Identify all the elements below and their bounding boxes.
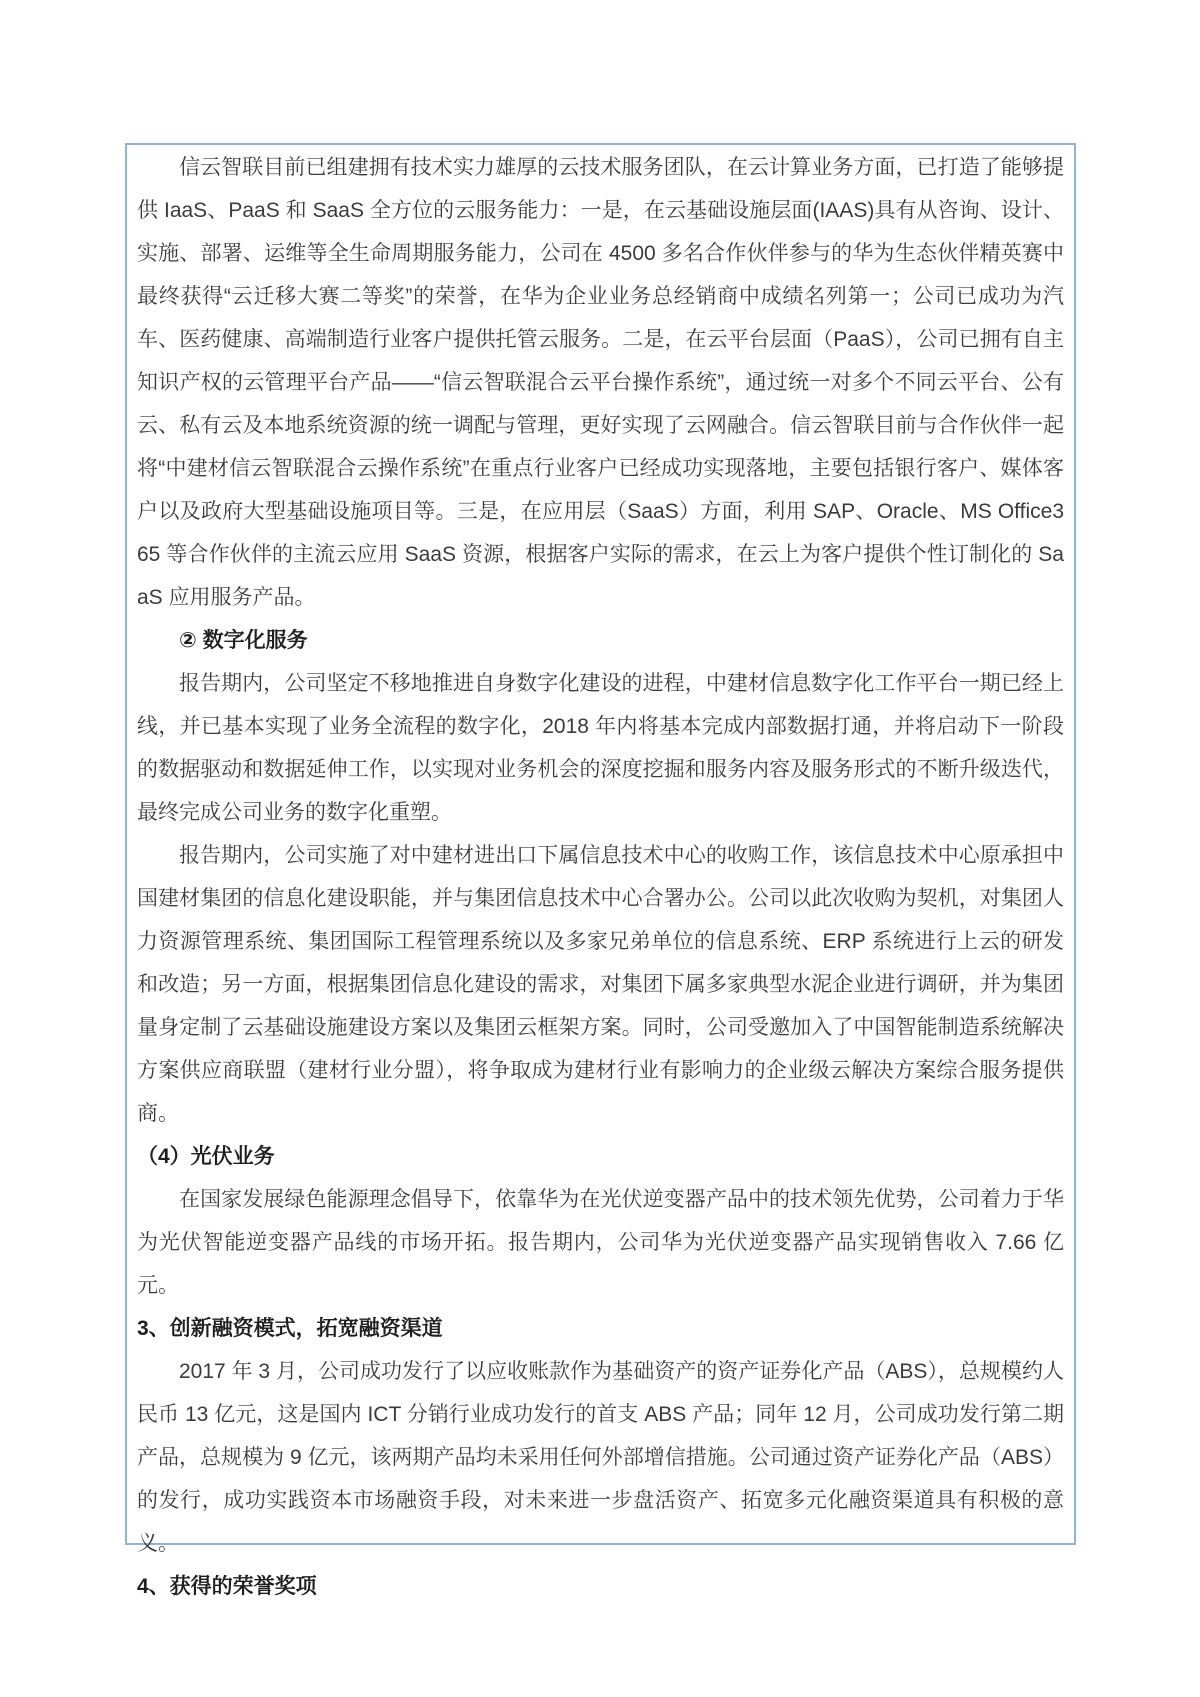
heading-digital-services: ② 数字化服务 [179,629,308,652]
paragraph-digitalization-progress: 报告期内，公司坚定不移地推进自身数字化建设的进程，中建材信息数字化工作平台一期已经上线，并已基本实现了业务全流程的数字化，2018 年内将基本完成内部数据打通，并将启动下一阶段的数据驱动和数据延伸工作，以实现对业务机会的深度挖掘和服务内容及服务形式的不断升级迭代，最终完成公司业务的数字化重塑。 [137,672,1064,824]
paragraph-abs-issuance: 2017 年 3 月，公司成功发行了以应收账款作为基础资产的资产证券化产品（ABS），总规模约人民币 13 亿元，这是国内 ICT 分销行业成功发行的首支 ABS 产品；同年 12 月，公司成功发行第二期产品，总规模为 9 亿元，该两期产品均未采用任何外部增信措施。公司通过资产证券化产品（ABS）的发行，成功实践资本市场融资手段，对未来进一步盘活资产、拓宽多元化融资渠道具有积极的意义。 [137,1360,1064,1555]
paragraph-it-center-acquisition: 报告期内，公司实施了对中建材进出口下属信息技术中心的收购工作，该信息技术中心原承担中国建材集团的信息化建设职能，并与集团信息技术中心合署办公。公司以此次收购为契机，对集团人力资源管理系统、集团国际工程管理系统以及多家兄弟单位的信息系统、ERP 系统进行上云的研发和改造；另一方面，根据集团信息化建设的需求，对集团下属多家典型水泥企业进行调研，并为集团量身定制了云基础设施建设方案以及集团云框架方案。同时，公司受邀加入了中国智能制造系统解决方案供应商联盟（建材行业分盟），将争取成为建材行业有影响力的企业级云解决方案综合服务提供商。 [137,844,1064,1125]
heading-honors-awards: 4、获得的荣誉奖项 [137,1575,317,1598]
paragraph-cloud-services: 信云智联目前已组建拥有技术实力雄厚的云技术服务团队，在云计算业务方面，已打造了能够提供 IaaS、PaaS 和 SaaS 全方位的云服务能力：一是，在云基础设施层面(IAAS)具有从咨询、设计、实施、部署、运维等全生命周期服务能力，公司在 4500 多名合作伙伴参与的华为生态伙伴精英赛中最终获得“云迁移大赛二等奖”的荣誉，在华为企业业务总经销商中成绩名列第一；公司已成功为汽车、医药健康、高端制造行业客户提供托管云服务。二是，在云平台层面（PaaS），公司已拥有自主知识产权的云管理平台产品——“信云智联混合云平台操作系统”，通过统一对多个不同云平台、公有云、私有云及本地系统资源的统一调配与管理，更好实现了云网融合。信云智联目前与合作伙伴一起将“中建材信云智联混合云操作系统”在重点行业客户已经成功实现落地，主要包括银行客户、媒体客户以及政府大型基础设施项目等。三是，在应用层（SaaS）方面，利用 SAP、Oracle、MS Office365 等合作伙伴的主流云应用 SaaS 资源，根据客户实际的需求，在云上为客户提供个性订制化的 SaaS 应用服务产品。 [137,156,1064,609]
heading-photovoltaic-business: （4）光伏业务 [137,1145,275,1168]
paragraph-photovoltaic: 在国家发展绿色能源理念倡导下，依靠华为在光伏逆变器产品中的技术领先优势，公司着力于华为光伏智能逆变器产品线的市场开拓。报告期内，公司华为光伏逆变器产品实现销售收入 7.66 亿元。 [137,1188,1064,1297]
report-text-box [125,143,1076,1598]
heading-financing-innovation: 3、创新融资模式，拓宽融资渠道 [137,1317,443,1340]
